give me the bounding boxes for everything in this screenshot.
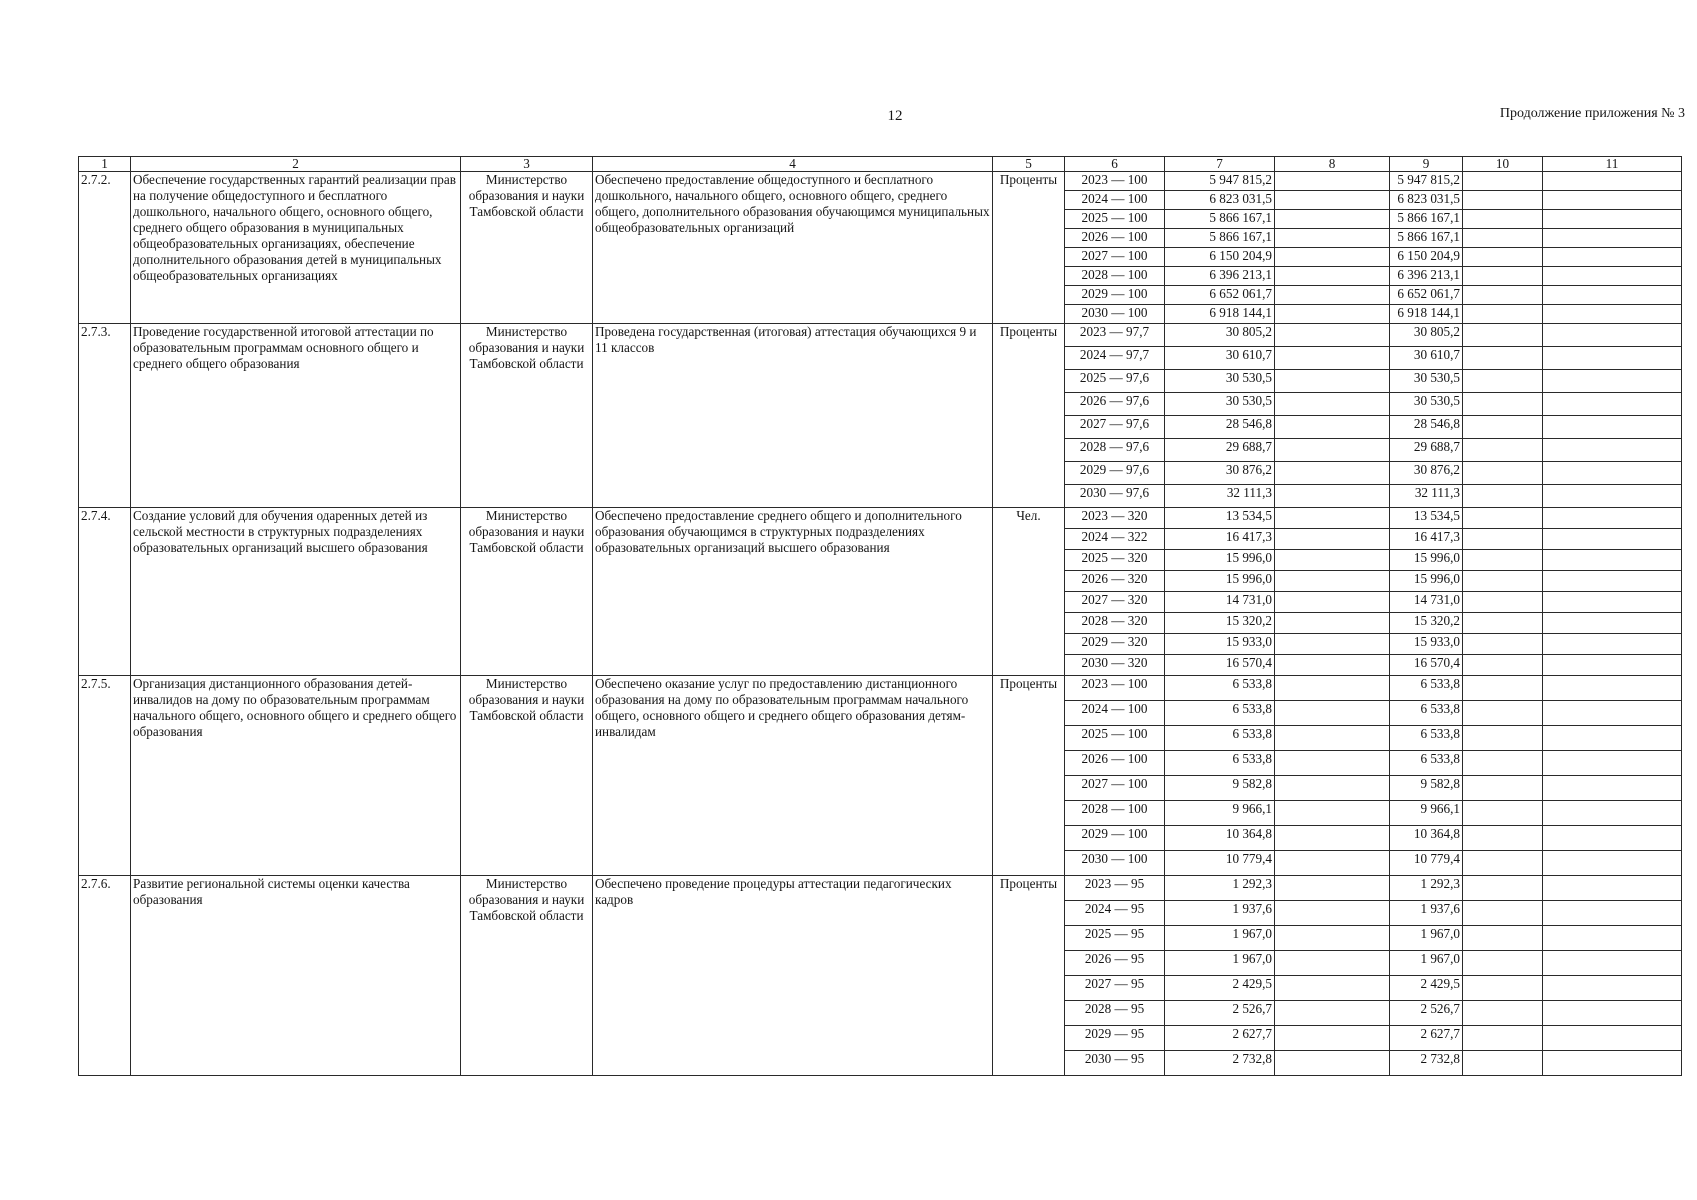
funding-col8 [1275, 393, 1390, 416]
table-row [79, 676, 1682, 701]
funding-col11 [1543, 393, 1682, 416]
funding-col7: 2 627,7 [1165, 1026, 1275, 1051]
table-body [79, 172, 1682, 1076]
measure-unit: Чел. [993, 508, 1065, 676]
measure-unit: Проценты [993, 876, 1065, 1076]
funding-col11 [1543, 826, 1682, 851]
year-indicator: 2028 — 97,6 [1065, 439, 1165, 462]
funding-col11 [1543, 776, 1682, 801]
funding-col9: 9 966,1 [1390, 801, 1463, 826]
measure-unit: Проценты [993, 172, 1065, 324]
funding-col9: 6 823 031,5 [1390, 191, 1463, 210]
funding-col8 [1275, 248, 1390, 267]
year-indicator: 2030 — 97,6 [1065, 485, 1165, 508]
year-indicator: 2026 — 320 [1065, 571, 1165, 592]
col-header-1: 1 [79, 157, 131, 172]
funding-col10 [1463, 1026, 1543, 1051]
funding-col9: 30 805,2 [1390, 324, 1463, 347]
activity-result: Проведена государственная (итоговая) аттестация обучающихся 9 и 11 классов [593, 324, 993, 508]
funding-col9: 9 582,8 [1390, 776, 1463, 801]
funding-col7: 15 933,0 [1165, 634, 1275, 655]
funding-col8 [1275, 926, 1390, 951]
year-indicator: 2029 — 100 [1065, 826, 1165, 851]
funding-col11 [1543, 701, 1682, 726]
funding-col10 [1463, 655, 1543, 676]
funding-col9: 10 779,4 [1390, 851, 1463, 876]
year-indicator: 2025 — 320 [1065, 550, 1165, 571]
funding-col7: 32 111,3 [1165, 485, 1275, 508]
funding-col9: 6 533,8 [1390, 751, 1463, 776]
funding-col10 [1463, 751, 1543, 776]
funding-col9: 10 364,8 [1390, 826, 1463, 851]
year-indicator: 2025 — 100 [1065, 210, 1165, 229]
year-indicator: 2024 — 95 [1065, 901, 1165, 926]
funding-col9: 30 530,5 [1390, 370, 1463, 393]
funding-col10 [1463, 172, 1543, 191]
funding-col9: 15 933,0 [1390, 634, 1463, 655]
funding-col11 [1543, 951, 1682, 976]
funding-col10 [1463, 191, 1543, 210]
funding-col10 [1463, 248, 1543, 267]
funding-col11 [1543, 676, 1682, 701]
funding-col8 [1275, 529, 1390, 550]
funding-col7: 6 533,8 [1165, 676, 1275, 701]
funding-col8 [1275, 416, 1390, 439]
year-indicator: 2029 — 97,6 [1065, 462, 1165, 485]
col-header-10: 10 [1463, 157, 1543, 172]
funding-col7: 6 918 144,1 [1165, 305, 1275, 324]
funding-col8 [1275, 1001, 1390, 1026]
funding-col10 [1463, 508, 1543, 529]
funding-col7: 6 823 031,5 [1165, 191, 1275, 210]
activity-name: Проведение государственной итоговой аттестации по образовательным программам основного общего и среднего общего образования [131, 324, 461, 508]
funding-col7: 6 396 213,1 [1165, 267, 1275, 286]
funding-col7: 2 732,8 [1165, 1051, 1275, 1076]
funding-col11 [1543, 726, 1682, 751]
funding-col11 [1543, 851, 1682, 876]
funding-col9: 28 546,8 [1390, 416, 1463, 439]
activity-name: Организация дистанционного образования детей-инвалидов на дому по образовательным программам начального общего, основного общего и среднего общего образования [131, 676, 461, 876]
funding-col10 [1463, 305, 1543, 324]
year-indicator: 2028 — 100 [1065, 801, 1165, 826]
funding-col7: 10 364,8 [1165, 826, 1275, 851]
funding-col11 [1543, 801, 1682, 826]
funding-col7: 15 320,2 [1165, 613, 1275, 634]
year-indicator: 2024 — 322 [1065, 529, 1165, 550]
funding-col7: 2 526,7 [1165, 1001, 1275, 1026]
funding-col7: 30 805,2 [1165, 324, 1275, 347]
year-indicator: 2024 — 97,7 [1065, 347, 1165, 370]
funding-col11 [1543, 655, 1682, 676]
activity-number: 2.7.3. [79, 324, 131, 508]
funding-col7: 1 937,6 [1165, 901, 1275, 926]
funding-col10 [1463, 851, 1543, 876]
funding-col7: 5 866 167,1 [1165, 229, 1275, 248]
year-indicator: 2023 — 100 [1065, 172, 1165, 191]
funding-col11 [1543, 1001, 1682, 1026]
funding-col10 [1463, 1001, 1543, 1026]
funding-col10 [1463, 1051, 1543, 1076]
funding-col8 [1275, 876, 1390, 901]
funding-col11 [1543, 370, 1682, 393]
funding-col7: 1 292,3 [1165, 876, 1275, 901]
funding-col11 [1543, 229, 1682, 248]
funding-col9: 6 652 061,7 [1390, 286, 1463, 305]
funding-col9: 5 866 167,1 [1390, 210, 1463, 229]
activity-result: Обеспечено предоставление среднего общего и дополнительного образования обучающимся в структурных подразделениях образовательных организаций высшего образования [593, 508, 993, 676]
funding-col11 [1543, 324, 1682, 347]
activity-result: Обеспечено оказание услуг по предоставлению дистанционного образования на дому по образовательным программам начального общего, основного общего и среднего общего образования детям-инвалидам [593, 676, 993, 876]
funding-col8 [1275, 172, 1390, 191]
funding-col8 [1275, 901, 1390, 926]
funding-col11 [1543, 901, 1682, 926]
funding-col7: 6 533,8 [1165, 701, 1275, 726]
table-row [79, 876, 1682, 901]
funding-col9: 15 996,0 [1390, 571, 1463, 592]
funding-col10 [1463, 613, 1543, 634]
funding-col10 [1463, 286, 1543, 305]
funding-col11 [1543, 347, 1682, 370]
funding-col8 [1275, 751, 1390, 776]
funding-col8 [1275, 347, 1390, 370]
funding-col7: 6 652 061,7 [1165, 286, 1275, 305]
funding-col8 [1275, 550, 1390, 571]
funding-col11 [1543, 613, 1682, 634]
funding-col9: 1 937,6 [1390, 901, 1463, 926]
funding-col9: 30 876,2 [1390, 462, 1463, 485]
funding-col10 [1463, 676, 1543, 701]
year-indicator: 2028 — 95 [1065, 1001, 1165, 1026]
funding-col8 [1275, 571, 1390, 592]
funding-col11 [1543, 248, 1682, 267]
funding-col10 [1463, 439, 1543, 462]
funding-col9: 1 967,0 [1390, 926, 1463, 951]
funding-col11 [1543, 571, 1682, 592]
funding-col7: 10 779,4 [1165, 851, 1275, 876]
funding-col7: 2 429,5 [1165, 976, 1275, 1001]
funding-col7: 6 533,8 [1165, 726, 1275, 751]
funding-col10 [1463, 801, 1543, 826]
funding-col8 [1275, 826, 1390, 851]
funding-col8 [1275, 951, 1390, 976]
activity-executor: Министерство образования и науки Тамбовской области [461, 876, 593, 1076]
funding-col7: 30 610,7 [1165, 347, 1275, 370]
activity-executor: Министерство образования и науки Тамбовской области [461, 172, 593, 324]
measure-unit: Проценты [993, 676, 1065, 876]
col-header-6: 6 [1065, 157, 1165, 172]
funding-col10 [1463, 370, 1543, 393]
funding-col8 [1275, 191, 1390, 210]
funding-col11 [1543, 550, 1682, 571]
funding-col9: 2 732,8 [1390, 1051, 1463, 1076]
funding-col11 [1543, 926, 1682, 951]
funding-col9: 5 947 815,2 [1390, 172, 1463, 191]
funding-col9: 2 429,5 [1390, 976, 1463, 1001]
col-header-5: 5 [993, 157, 1065, 172]
col-header-8: 8 [1275, 157, 1390, 172]
appendix-table [78, 156, 1682, 1076]
funding-col11 [1543, 1051, 1682, 1076]
year-indicator: 2027 — 95 [1065, 976, 1165, 1001]
year-indicator: 2029 — 100 [1065, 286, 1165, 305]
year-indicator: 2026 — 100 [1065, 751, 1165, 776]
funding-col7: 6 533,8 [1165, 751, 1275, 776]
funding-col8 [1275, 305, 1390, 324]
year-indicator: 2026 — 97,6 [1065, 393, 1165, 416]
funding-col9: 16 417,3 [1390, 529, 1463, 550]
col-header-4: 4 [593, 157, 993, 172]
funding-col10 [1463, 726, 1543, 751]
year-indicator: 2024 — 100 [1065, 191, 1165, 210]
funding-col8 [1275, 508, 1390, 529]
funding-col8 [1275, 462, 1390, 485]
funding-col8 [1275, 613, 1390, 634]
funding-col8 [1275, 634, 1390, 655]
year-indicator: 2030 — 100 [1065, 851, 1165, 876]
activity-result: Обеспечено предоставление общедоступного и бесплатного дошкольного, начального общего, основного общего, среднего общего, дополнительного образования обучающимся муниципальных общеобразовательных организаций [593, 172, 993, 324]
table-row [79, 508, 1682, 529]
funding-col8 [1275, 210, 1390, 229]
table-row [79, 324, 1682, 347]
funding-col11 [1543, 876, 1682, 901]
year-indicator: 2024 — 100 [1065, 701, 1165, 726]
activity-executor: Министерство образования и науки Тамбовской области [461, 676, 593, 876]
page-number: 12 [887, 108, 903, 124]
year-indicator: 2023 — 100 [1065, 676, 1165, 701]
funding-col7: 14 731,0 [1165, 592, 1275, 613]
funding-col7: 5 947 815,2 [1165, 172, 1275, 191]
year-indicator: 2025 — 97,6 [1065, 370, 1165, 393]
activity-executor: Министерство образования и науки Тамбовской области [461, 508, 593, 676]
activity-name: Обеспечение государственных гарантий реализации прав на получение общедоступного и бесплатного дошкольного, начального общего, основного общего, среднего общего образования в муниципальных общеобразовательных организациях, обеспечение дополнительного образования детей в муниципальных общеобразовательных организациях [131, 172, 461, 324]
funding-col7: 30 530,5 [1165, 393, 1275, 416]
funding-col7: 29 688,7 [1165, 439, 1275, 462]
funding-col10 [1463, 776, 1543, 801]
col-header-7: 7 [1165, 157, 1275, 172]
funding-col7: 30 876,2 [1165, 462, 1275, 485]
funding-col9: 6 533,8 [1390, 676, 1463, 701]
funding-col11 [1543, 751, 1682, 776]
funding-col9: 29 688,7 [1390, 439, 1463, 462]
funding-col8 [1275, 801, 1390, 826]
funding-col11 [1543, 508, 1682, 529]
year-indicator: 2029 — 95 [1065, 1026, 1165, 1051]
funding-col9: 32 111,3 [1390, 485, 1463, 508]
funding-col8 [1275, 485, 1390, 508]
funding-col10 [1463, 324, 1543, 347]
funding-col7: 1 967,0 [1165, 926, 1275, 951]
funding-col9: 13 534,5 [1390, 508, 1463, 529]
funding-col11 [1543, 485, 1682, 508]
funding-col9: 15 320,2 [1390, 613, 1463, 634]
funding-col8 [1275, 701, 1390, 726]
funding-col10 [1463, 462, 1543, 485]
funding-col8 [1275, 976, 1390, 1001]
funding-col7: 13 534,5 [1165, 508, 1275, 529]
funding-col10 [1463, 826, 1543, 851]
funding-col8 [1275, 1026, 1390, 1051]
activity-name: Создание условий для обучения одаренных детей из сельской местности в структурных подразделениях образовательных организаций высшего образования [131, 508, 461, 676]
activity-result: Обеспечено проведение процедуры аттестации педагогических кадров [593, 876, 993, 1076]
funding-col10 [1463, 529, 1543, 550]
year-indicator: 2025 — 95 [1065, 926, 1165, 951]
funding-col9: 2 526,7 [1390, 1001, 1463, 1026]
activity-name: Развитие региональной системы оценки качества образования [131, 876, 461, 1076]
funding-col9: 1 292,3 [1390, 876, 1463, 901]
funding-col9: 6 918 144,1 [1390, 305, 1463, 324]
funding-col7: 9 582,8 [1165, 776, 1275, 801]
funding-col11 [1543, 172, 1682, 191]
continuation-note: Продолжение приложения № 3 [1499, 106, 1685, 121]
funding-col11 [1543, 416, 1682, 439]
funding-col10 [1463, 416, 1543, 439]
year-indicator: 2027 — 320 [1065, 592, 1165, 613]
funding-col11 [1543, 439, 1682, 462]
funding-col9: 30 610,7 [1390, 347, 1463, 370]
funding-col11 [1543, 286, 1682, 305]
funding-col9: 30 530,5 [1390, 393, 1463, 416]
col-header-3: 3 [461, 157, 593, 172]
funding-col8 [1275, 851, 1390, 876]
funding-col11 [1543, 592, 1682, 613]
col-header-2: 2 [131, 157, 461, 172]
funding-col10 [1463, 347, 1543, 370]
funding-col11 [1543, 529, 1682, 550]
year-indicator: 2026 — 95 [1065, 951, 1165, 976]
funding-col7: 15 996,0 [1165, 550, 1275, 571]
year-indicator: 2028 — 320 [1065, 613, 1165, 634]
year-indicator: 2027 — 97,6 [1065, 416, 1165, 439]
funding-col11 [1543, 305, 1682, 324]
funding-col9: 6 150 204,9 [1390, 248, 1463, 267]
activity-number: 2.7.2. [79, 172, 131, 324]
funding-col7: 16 570,4 [1165, 655, 1275, 676]
funding-col9: 14 731,0 [1390, 592, 1463, 613]
funding-col10 [1463, 876, 1543, 901]
funding-col8 [1275, 1051, 1390, 1076]
funding-col8 [1275, 229, 1390, 248]
col-header-11: 11 [1543, 157, 1682, 172]
funding-col10 [1463, 976, 1543, 1001]
funding-col8 [1275, 439, 1390, 462]
funding-col10 [1463, 393, 1543, 416]
funding-col8 [1275, 776, 1390, 801]
year-indicator: 2030 — 320 [1065, 655, 1165, 676]
funding-col10 [1463, 951, 1543, 976]
funding-col10 [1463, 634, 1543, 655]
funding-col10 [1463, 229, 1543, 248]
funding-col10 [1463, 592, 1543, 613]
funding-col10 [1463, 550, 1543, 571]
funding-col11 [1543, 210, 1682, 229]
funding-col7: 30 530,5 [1165, 370, 1275, 393]
year-indicator: 2030 — 100 [1065, 305, 1165, 324]
funding-col9: 16 570,4 [1390, 655, 1463, 676]
header-row [79, 157, 1682, 172]
funding-col10 [1463, 701, 1543, 726]
funding-col10 [1463, 210, 1543, 229]
year-indicator: 2030 — 95 [1065, 1051, 1165, 1076]
funding-col7: 9 966,1 [1165, 801, 1275, 826]
funding-col11 [1543, 1026, 1682, 1051]
funding-col9: 6 533,8 [1390, 726, 1463, 751]
funding-col11 [1543, 976, 1682, 1001]
funding-col10 [1463, 485, 1543, 508]
funding-col10 [1463, 267, 1543, 286]
funding-col8 [1275, 286, 1390, 305]
funding-col11 [1543, 191, 1682, 210]
funding-col8 [1275, 324, 1390, 347]
funding-col7: 16 417,3 [1165, 529, 1275, 550]
funding-col9: 1 967,0 [1390, 951, 1463, 976]
funding-col7: 5 866 167,1 [1165, 210, 1275, 229]
year-indicator: 2023 — 97,7 [1065, 324, 1165, 347]
funding-col8 [1275, 655, 1390, 676]
table-row [79, 172, 1682, 191]
year-indicator: 2023 — 95 [1065, 876, 1165, 901]
funding-col9: 2 627,7 [1390, 1026, 1463, 1051]
activity-executor: Министерство образования и науки Тамбовской области [461, 324, 593, 508]
year-indicator: 2028 — 100 [1065, 267, 1165, 286]
funding-col11 [1543, 462, 1682, 485]
funding-col10 [1463, 901, 1543, 926]
activity-number: 2.7.4. [79, 508, 131, 676]
funding-col9: 6 396 213,1 [1390, 267, 1463, 286]
funding-col9: 15 996,0 [1390, 550, 1463, 571]
funding-col8 [1275, 726, 1390, 751]
funding-col10 [1463, 926, 1543, 951]
measure-unit: Проценты [993, 324, 1065, 508]
funding-col8 [1275, 676, 1390, 701]
funding-col11 [1543, 634, 1682, 655]
activity-number: 2.7.6. [79, 876, 131, 1076]
year-indicator: 2026 — 100 [1065, 229, 1165, 248]
funding-col11 [1543, 267, 1682, 286]
funding-col8 [1275, 370, 1390, 393]
funding-col10 [1463, 571, 1543, 592]
year-indicator: 2029 — 320 [1065, 634, 1165, 655]
funding-col7: 15 996,0 [1165, 571, 1275, 592]
activity-number: 2.7.5. [79, 676, 131, 876]
col-header-9: 9 [1390, 157, 1463, 172]
year-indicator: 2027 — 100 [1065, 248, 1165, 267]
funding-col7: 1 967,0 [1165, 951, 1275, 976]
funding-col9: 6 533,8 [1390, 701, 1463, 726]
funding-col7: 6 150 204,9 [1165, 248, 1275, 267]
funding-col9: 5 866 167,1 [1390, 229, 1463, 248]
year-indicator: 2027 — 100 [1065, 776, 1165, 801]
year-indicator: 2023 — 320 [1065, 508, 1165, 529]
funding-col8 [1275, 592, 1390, 613]
funding-col7: 28 546,8 [1165, 416, 1275, 439]
funding-col8 [1275, 267, 1390, 286]
year-indicator: 2025 — 100 [1065, 726, 1165, 751]
